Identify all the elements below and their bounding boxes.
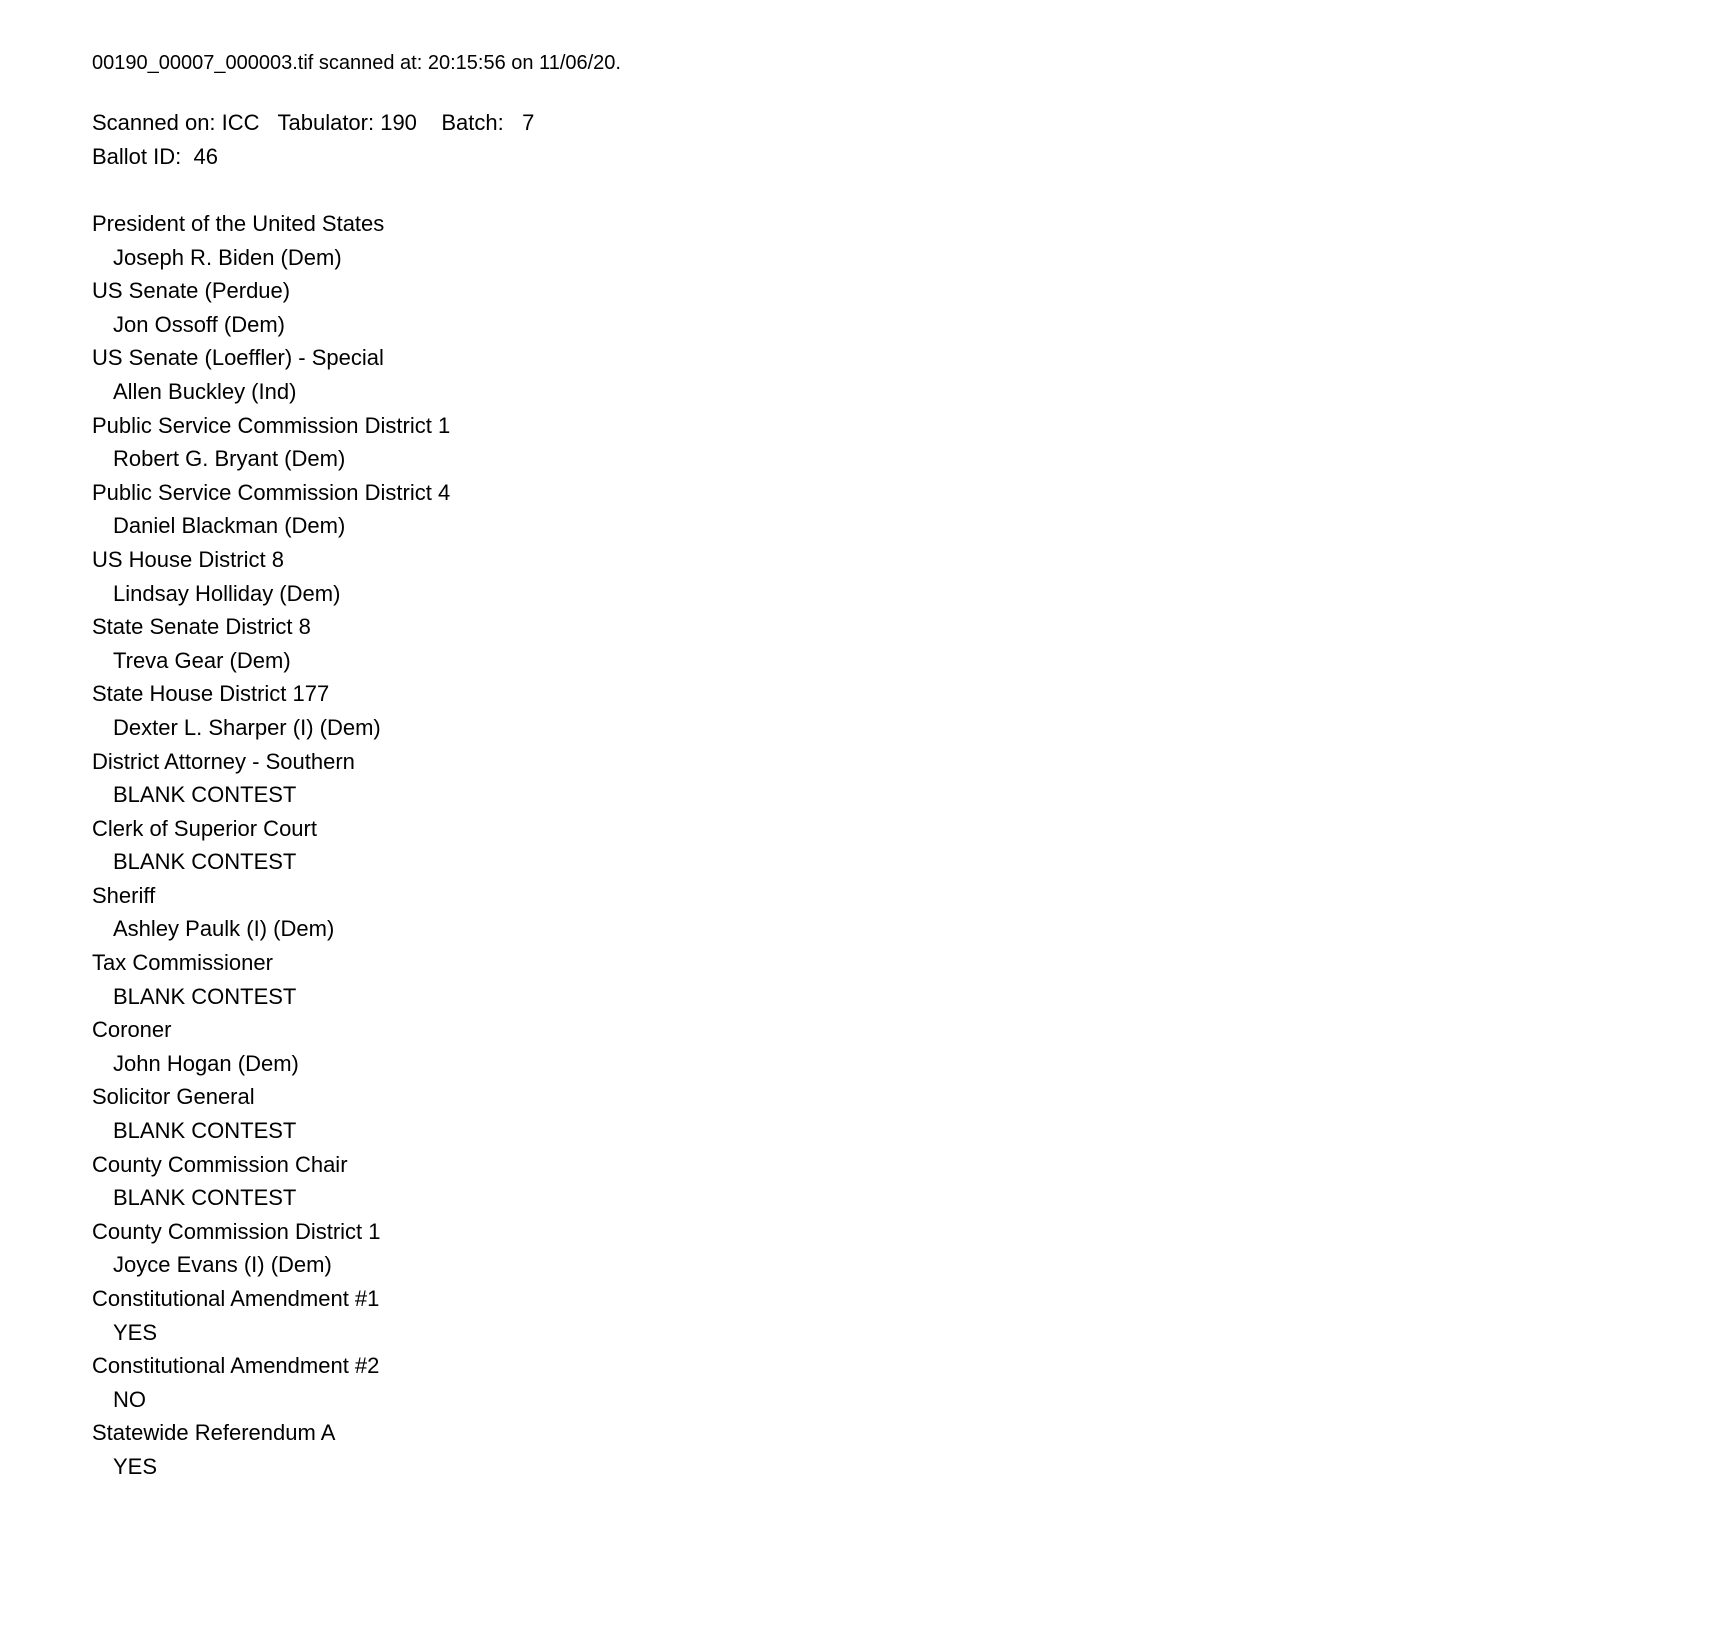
contest-name: Public Service Commission District 4 (92, 479, 451, 505)
contest-name: County Commission Chair (92, 1151, 348, 1177)
contest-selection: Robert G. Bryant (Dem) (113, 446, 346, 472)
contest-entry (92, 207, 1716, 274)
contest-selection: YES (113, 1453, 158, 1479)
contest-selection: Ashley Paulk (I) (Dem) (113, 916, 335, 942)
contest-name: Solicitor General (92, 1084, 255, 1110)
contest-name: Tax Commissioner (92, 950, 273, 976)
contest-name: US House District 8 (92, 546, 284, 572)
contest-selection: Daniel Blackman (Dem) (113, 513, 346, 539)
contest-selection: YES (113, 1319, 158, 1345)
contest-selection: Joyce Evans (I) (Dem) (113, 1252, 332, 1278)
contest-name: US Senate (Loeffler) - Special (92, 345, 384, 371)
contest-selection: Dexter L. Sharper (I) (Dem) (113, 714, 381, 740)
contest-selection: BLANK CONTEST (113, 782, 297, 808)
contest-entry (92, 1349, 1716, 1416)
spacer (92, 78, 1716, 106)
contest-entry (92, 610, 1716, 677)
contest-entry (92, 341, 1716, 408)
contest-entry (92, 1416, 1716, 1483)
contest-name: State House District 177 (92, 681, 330, 707)
contest-selection: NO (113, 1386, 146, 1412)
contest-entry (92, 1282, 1716, 1349)
contest-entry (92, 1148, 1716, 1215)
contest-name: Constitutional Amendment #1 (92, 1286, 380, 1311)
contest-name: Statewide Referendum A (92, 1420, 336, 1446)
contest-name: Coroner (92, 1017, 172, 1043)
contest-entry (92, 1215, 1716, 1282)
contest-name: Clerk of Superior Court (92, 815, 317, 841)
contest-entry (92, 745, 1716, 812)
scan-filename-line: 00190_00007_000003.tif scanned at: 20:15:56 on 11/06/20. (92, 52, 621, 74)
scanner-info-line: Scanned on: ICC Tabulator: 190 Batch: 7 (92, 110, 535, 135)
contest-entry (92, 812, 1716, 879)
contest-entry (92, 1080, 1716, 1147)
contest-name: Constitutional Amendment #2 (92, 1353, 380, 1379)
contest-selection: Jon Ossoff (Dem) (113, 311, 285, 337)
spacer (92, 173, 1716, 207)
contest-selection: BLANK CONTEST (113, 849, 297, 875)
contest-name: County Commission District 1 (92, 1218, 381, 1244)
contest-name: President of the United States (92, 211, 385, 236)
contest-selection: Allen Buckley (Ind) (113, 378, 297, 404)
contest-list (92, 207, 1716, 1484)
contest-name: State Senate District 8 (92, 614, 311, 640)
contest-entry (92, 879, 1716, 946)
contest-selection: Joseph R. Biden (Dem) (113, 244, 342, 270)
contest-entry (92, 946, 1716, 1013)
contest-entry (92, 1013, 1716, 1080)
contest-name: District Attorney - Southern (92, 748, 355, 774)
contest-entry (92, 274, 1716, 341)
contest-name: Public Service Commission District 1 (92, 412, 451, 438)
contest-selection: BLANK CONTEST (113, 1185, 297, 1211)
contest-selection: John Hogan (Dem) (113, 1050, 299, 1076)
contest-entry (92, 476, 1716, 543)
contest-selection: Lindsay Holliday (Dem) (113, 580, 341, 606)
contest-selection: BLANK CONTEST (113, 1118, 297, 1144)
contest-entry (92, 409, 1716, 476)
contest-entry (92, 677, 1716, 744)
contest-selection: Treva Gear (Dem) (113, 647, 291, 673)
contest-selection: BLANK CONTEST (113, 983, 297, 1009)
contest-entry (92, 543, 1716, 610)
ballot-id-line: Ballot ID: 46 (92, 143, 218, 169)
contest-name: Sheriff (92, 882, 156, 908)
contest-name: US Senate (Perdue) (92, 278, 291, 304)
